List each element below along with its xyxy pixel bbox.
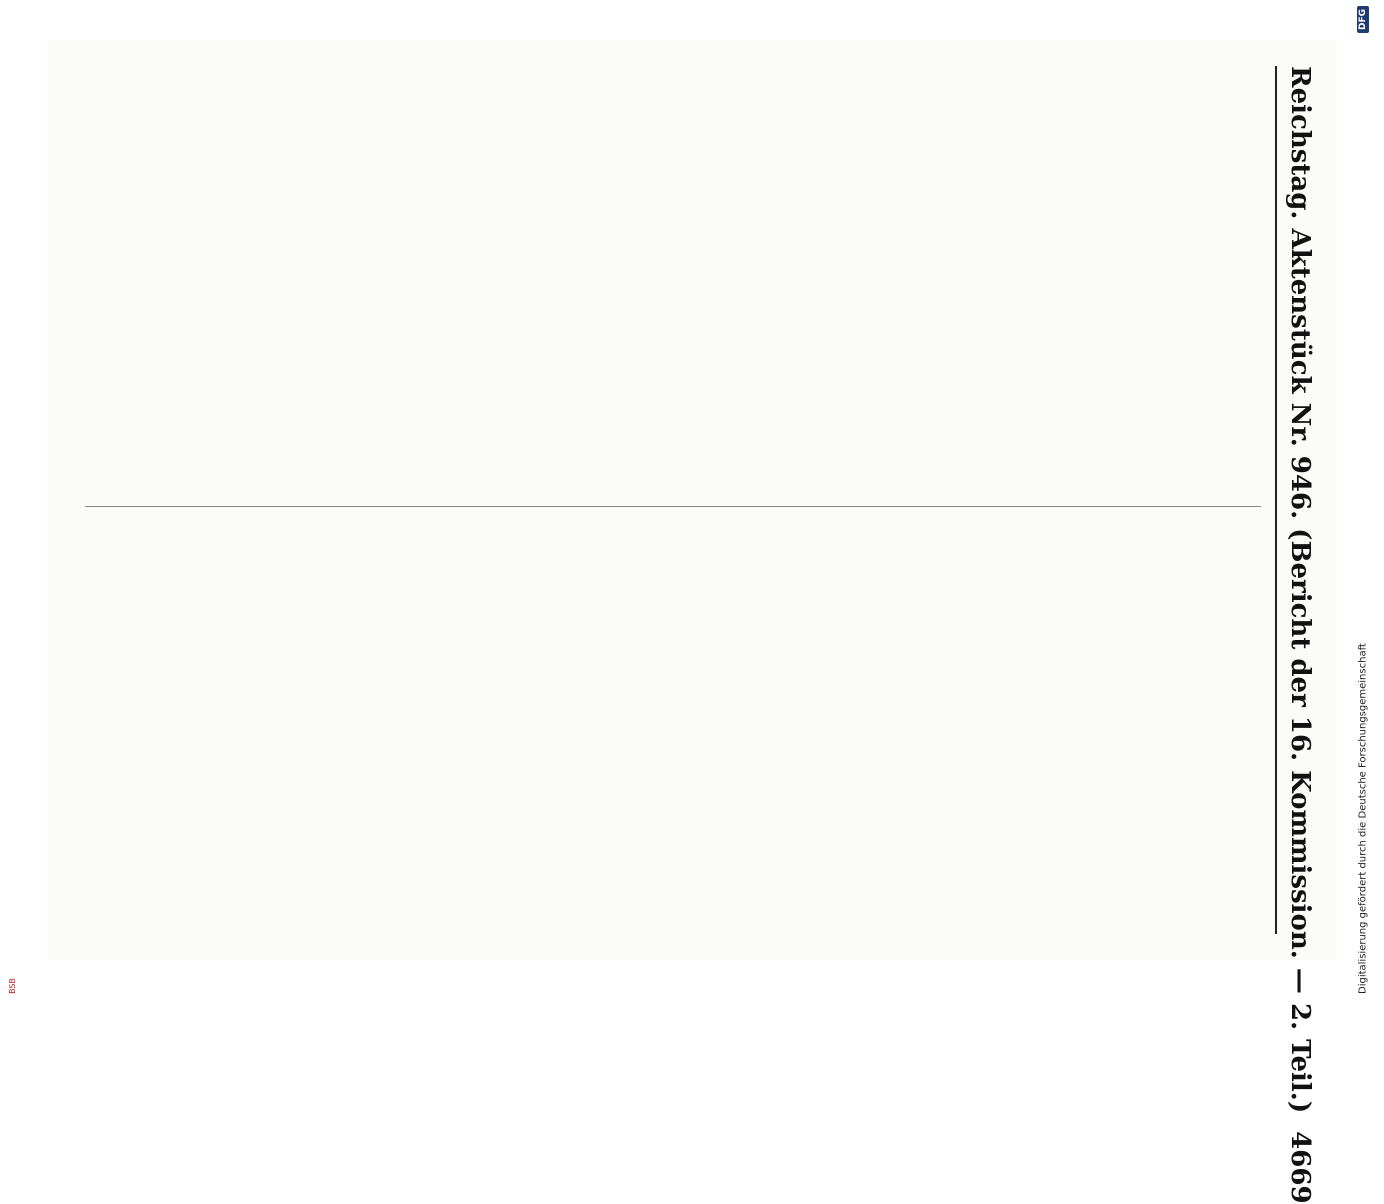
- right-column: [85, 506, 1261, 935]
- header-title: Reichstag. Aktenstück Nr. 946. (Bericht der 16. Kommission. — 2. Teil.): [1285, 66, 1315, 1114]
- text-columns: [85, 66, 1261, 934]
- credit-text: Digitalisierung gefördert durch die Deutsche Forschungsgemeinschaft: [1357, 643, 1369, 994]
- running-header: [1275, 66, 1315, 1204]
- left-column: [85, 66, 1261, 482]
- digitization-credit: [1352, 6, 1374, 994]
- library-mark: BSB: [8, 978, 17, 994]
- document-page: [47, 40, 1337, 1204]
- dfg-logo: DFG: [1357, 6, 1369, 33]
- page-number: 4669: [1285, 1131, 1315, 1204]
